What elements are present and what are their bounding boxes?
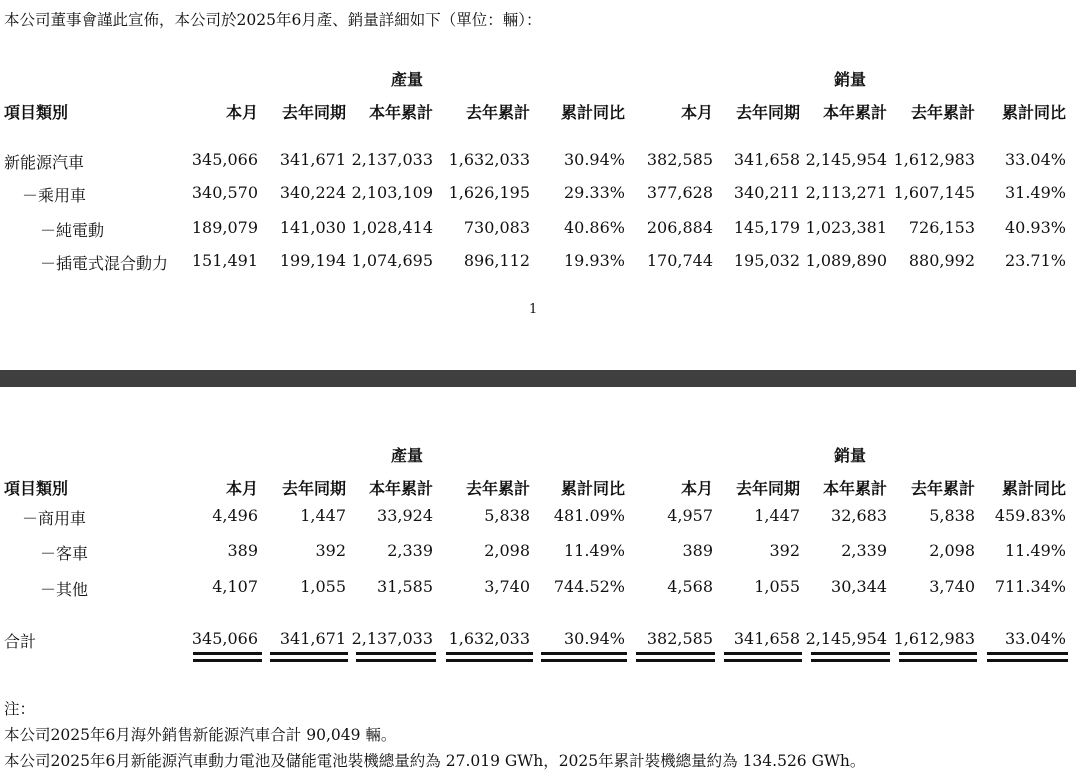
column-header: 去年同期	[735, 103, 800, 122]
production-group-header: 產量	[391, 446, 424, 465]
table-cell: 1,074,695	[351, 251, 433, 270]
table-cell: 30,344	[831, 577, 887, 596]
column-header: 本年累計	[368, 103, 433, 122]
table-cell: 389	[682, 541, 713, 560]
column-header: 去年累計	[910, 103, 975, 122]
table-cell: 145,179	[733, 218, 800, 237]
table-cell: 382,585	[646, 150, 713, 169]
table-cell: 33,924	[377, 506, 433, 525]
total-cell: 2,145,954	[805, 629, 887, 648]
table-cell: 2,339	[387, 541, 433, 560]
double-underline	[987, 652, 1068, 662]
column-header: 累計同比	[1001, 479, 1066, 498]
double-underline	[193, 652, 262, 662]
table-cell: 2,339	[841, 541, 887, 560]
notes-title: 注：	[4, 700, 36, 718]
table-cell: 726,153	[908, 218, 975, 237]
total-cell: 33.04%	[1004, 629, 1066, 648]
table-cell: 1,055	[300, 577, 346, 596]
sales-group-header: 銷量	[834, 446, 867, 465]
double-underline	[636, 652, 715, 662]
table-cell: 33.04%	[1004, 150, 1066, 169]
table-cell: 189,079	[191, 218, 258, 237]
table-cell: 4,568	[667, 577, 713, 596]
total-cell: 30.94%	[563, 629, 625, 648]
table-cell: 459.83%	[994, 506, 1066, 525]
table-cell: 389	[227, 541, 258, 560]
double-underline	[724, 652, 802, 662]
table-cell: 19.93%	[563, 251, 625, 270]
table-cell: 1,607,145	[893, 183, 975, 202]
table-cell: 40.86%	[563, 218, 625, 237]
page-number: 1	[529, 302, 538, 317]
table-cell: 377,628	[646, 183, 713, 202]
table-cell: 5,838	[929, 506, 975, 525]
table-cell: 1,028,414	[351, 218, 433, 237]
table-cell: 195,032	[733, 251, 800, 270]
table-cell: 40.93%	[1004, 218, 1066, 237]
row-label: －純電動	[40, 221, 105, 240]
intro-text: 本公司董事會謹此宣佈，本公司於2025年6月產、銷量詳細如下（單位：輛）：	[4, 11, 542, 29]
table-cell: 730,083	[463, 218, 530, 237]
category-header: 項目類別	[4, 479, 69, 498]
table-cell: 199,194	[279, 251, 346, 270]
row-label: －乘用車	[22, 186, 87, 205]
double-underline	[356, 652, 436, 662]
double-underline	[446, 652, 533, 662]
column-header: 本月	[225, 103, 258, 122]
table-cell: 2,145,954	[805, 150, 887, 169]
table-cell: 31.49%	[1004, 183, 1066, 202]
double-underline	[899, 652, 977, 662]
table-cell: 206,884	[646, 218, 713, 237]
table-cell: 1,447	[300, 506, 346, 525]
table-cell: 29.33%	[563, 183, 625, 202]
category-header: 項目類別	[4, 103, 69, 122]
table-cell: 392	[315, 541, 346, 560]
table-cell: 170,744	[646, 251, 713, 270]
table-cell: 4,496	[212, 506, 258, 525]
total-cell: 341,671	[279, 629, 346, 648]
table-cell: 880,992	[908, 251, 975, 270]
table-cell: 1,626,195	[448, 183, 530, 202]
table-cell: 711.34%	[994, 577, 1066, 596]
row-label: －客車	[40, 544, 89, 563]
table-cell: 3,740	[484, 577, 530, 596]
column-header: 去年同期	[281, 479, 346, 498]
total-cell: 1,632,033	[448, 629, 530, 648]
table-cell: 481.09%	[553, 506, 625, 525]
table-cell: 31,585	[377, 577, 433, 596]
table-cell: 141,030	[279, 218, 346, 237]
column-header: 去年累計	[910, 479, 975, 498]
double-underline	[541, 652, 627, 662]
column-header: 去年累計	[465, 103, 530, 122]
total-cell: 382,585	[646, 629, 713, 648]
total-cell: 341,658	[733, 629, 800, 648]
production-group-header: 產量	[391, 70, 424, 89]
page-divider	[0, 370, 1076, 387]
table-cell: 340,211	[733, 183, 800, 202]
double-underline	[811, 652, 890, 662]
column-header: 本月	[680, 103, 713, 122]
table-cell: 2,137,033	[351, 150, 433, 169]
table-cell: 1,612,983	[893, 150, 975, 169]
column-header: 本月	[680, 479, 713, 498]
row-label: －插電式混合動力	[40, 254, 169, 273]
table-cell: 1,023,381	[805, 218, 887, 237]
column-header: 本年累計	[822, 479, 887, 498]
table-cell: 30.94%	[563, 150, 625, 169]
row-label: －商用車	[22, 509, 87, 528]
table-cell: 1,447	[754, 506, 800, 525]
column-header: 去年同期	[281, 103, 346, 122]
table-cell: 2,098	[484, 541, 530, 560]
table-cell: 3,740	[929, 577, 975, 596]
table-cell: 2,098	[929, 541, 975, 560]
table-cell: 744.52%	[553, 577, 625, 596]
table-cell: 340,570	[191, 183, 258, 202]
table-cell: 11.49%	[563, 541, 625, 560]
double-underline	[270, 652, 348, 662]
row-label: －其他	[40, 580, 89, 599]
table-cell: 23.71%	[1004, 251, 1066, 270]
table-cell: 2,113,271	[805, 183, 887, 202]
total-label: 合計	[4, 632, 37, 651]
column-header: 累計同比	[560, 103, 625, 122]
column-header: 本月	[225, 479, 258, 498]
column-header: 本年累計	[368, 479, 433, 498]
column-header: 累計同比	[560, 479, 625, 498]
table-cell: 896,112	[463, 251, 530, 270]
table-cell: 1,055	[754, 577, 800, 596]
column-header: 本年累計	[822, 103, 887, 122]
table-cell: 392	[769, 541, 800, 560]
table-cell: 341,671	[279, 150, 346, 169]
table-cell: 4,957	[667, 506, 713, 525]
table-cell: 2,103,109	[351, 183, 433, 202]
table-cell: 1,089,890	[805, 251, 887, 270]
column-header: 累計同比	[1001, 103, 1066, 122]
note-line-2: 本公司2025年6月新能源汽車動力電池及儲能電池裝機總量約為 27.019 GWh，2025年累計裝機總量約為 134.526 GWh。	[4, 752, 866, 770]
column-header: 去年累計	[465, 479, 530, 498]
sales-group-header: 銷量	[834, 70, 867, 89]
total-cell: 345,066	[191, 629, 258, 648]
table-cell: 341,658	[733, 150, 800, 169]
table-cell: 345,066	[191, 150, 258, 169]
table-cell: 151,491	[191, 251, 258, 270]
table-cell: 11.49%	[1004, 541, 1066, 560]
total-cell: 1,612,983	[893, 629, 975, 648]
table-cell: 4,107	[212, 577, 258, 596]
table-cell: 340,224	[279, 183, 346, 202]
column-header: 去年同期	[735, 479, 800, 498]
table-cell: 32,683	[831, 506, 887, 525]
note-line-1: 本公司2025年6月海外銷售新能源汽車合計 90,049 輛。	[4, 726, 397, 744]
table-cell: 5,838	[484, 506, 530, 525]
table-cell: 1,632,033	[448, 150, 530, 169]
total-cell: 2,137,033	[351, 629, 433, 648]
row-label: 新能源汽車	[4, 153, 85, 172]
